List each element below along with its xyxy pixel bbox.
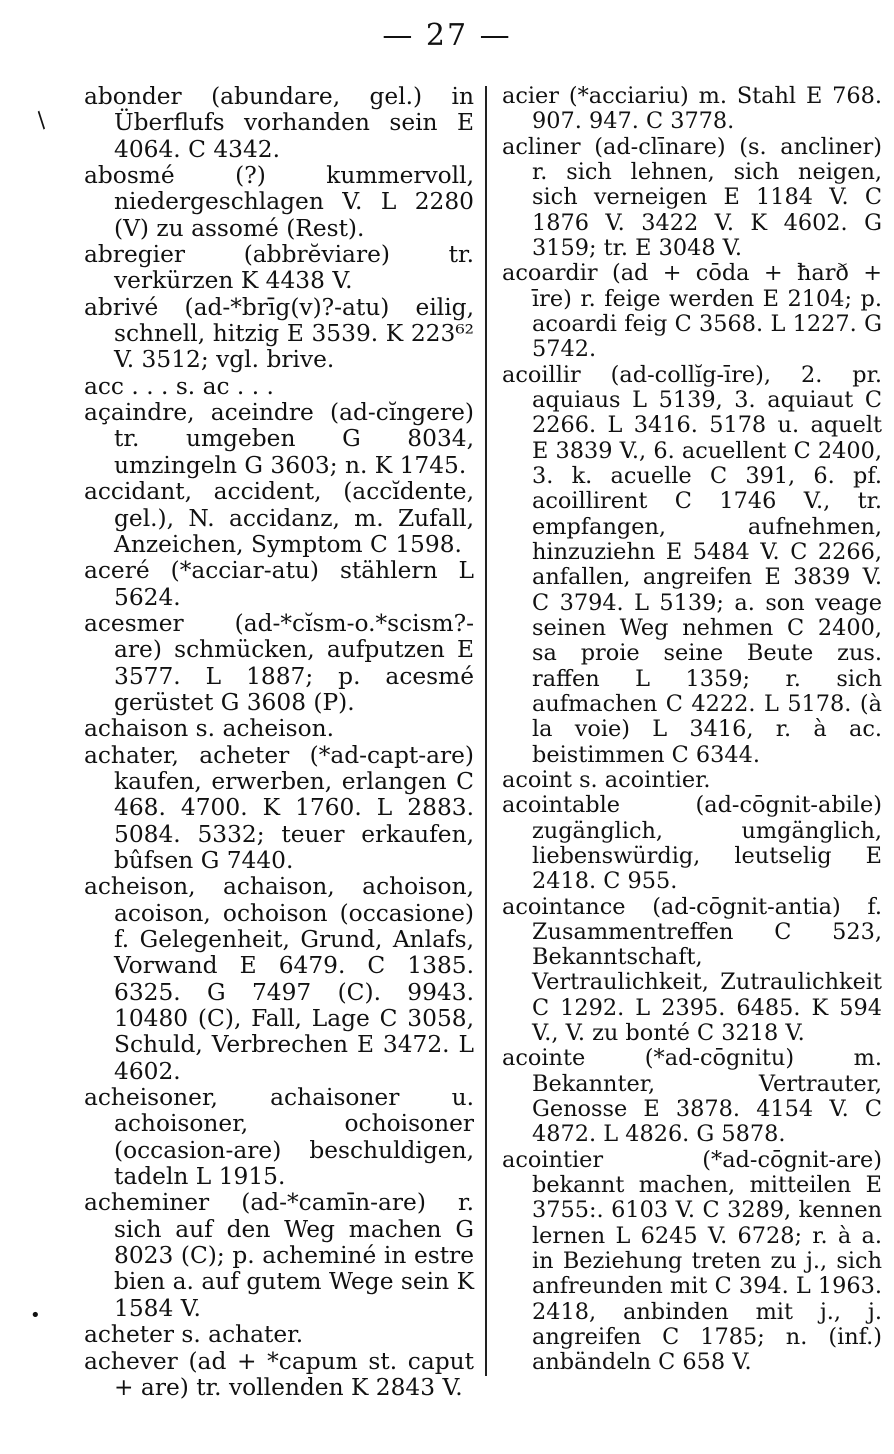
dictionary-entry: abregier (abbrĕviare) tr. verkürzen K 4438 V.	[84, 241, 482, 295]
page-number: — 27 —	[382, 18, 512, 53]
dictionary-entry: achaison s. acheison.	[84, 715, 335, 743]
dictionary-entry: acliner (ad-clīnare) (s. ancliner) r. sich lehnen, sich neigen, sich verneigen E 1184 V. C 1876 V. 3422 V. K 4602. G 3159; tr. E 3048 V.	[502, 133, 890, 261]
dictionary-entry: achater, acheter (*ad-capt-are) kaufen, erwerben, erlangen C 468. 4700. K 1760. L 2883. 5084. 5332; teuer erkaufen, bûfsen G 7440.	[84, 741, 482, 874]
dictionary-entry: acoillir (ad-collĭg-īre), 2. pr. aquiaus L 5139, 3. aquiaut C 2266. L 3416. 5178 u. aquelt E 3839 V., 6. acuellent C 2400, 3. k. acuelle C 391, 6. pf. acoillirent C 1746 V., tr. empfangen, aufnehmen, hinzuziehn E 5484 V. C 2266, anfallen, angreifen E 3839 V. C 3794. L 5139; a. son veage seinen Weg nehmen C 2400, sa proie seine Beute zus. raffen L 1359; r. sich aufmachen C 4222. L 5178. (à la voie) L 3416, r. à ac. beistimmen C 6344.	[502, 361, 890, 768]
dictionary-entry: acointier (*ad-cōgnit-are) bekannt machen, mitteilen E 3755:. 6103 V. C 3289, kennen lernen L 6245 V. 6728; r. à a. in Beziehung treten zu j., sich anfreunden mit C 394. L 1963. 2418, anbinden mit j., j. angreifen C 1785; n. (inf.) anbändeln C 658 V.	[502, 1146, 890, 1376]
dictionary-entry: acointance (ad-cōgnit-antia) f. Zusammentreffen C 523, Bekanntschaft, Vertraulichkeit, Zutraulichkeit C 1292. L 2395. 6485. K 594 V., V. zu bonté C 3218 V.	[502, 893, 890, 1047]
dictionary-entry: acesmer (ad-*cĭsm-o.*scism?-are) schmücken, aufputzen E 3577. L 1887; p. acesmé gerüstet G 3608 (P).	[84, 609, 482, 716]
dictionary-entry: acoardir (ad + cōda + ħarð + īre) r. feige werden E 2104; p. acoardi feig C 3568. L 1227. G 5742.	[502, 260, 890, 363]
dictionary-entry: acointe (*ad-cōgnitu) m. Bekannter, Vertrauter, Genosse E 3878. 4154 V. C 4872. L 4826. G 5878.	[502, 1045, 890, 1148]
dictionary-entry: abrivé (ad-*brīg(v)?-atu) eilig, schnell, hitzig E 3539. K 223⁶² V. 3512; vgl. brive.	[84, 293, 482, 374]
right-column	[502, 83, 890, 1376]
margin-tick-mark: /	[31, 108, 52, 133]
dictionary-entry: aceré (*acciar-atu) stählern L 5624.	[84, 557, 482, 611]
dictionary-entry: acoint s. acointier.	[502, 766, 711, 793]
dictionary-entry: acheisoner, achaisoner u. achoisoner, ochoisoner (occasion-are) beschuldigen, tadeln L 1915.	[84, 1084, 482, 1191]
margin-dot-mark: •	[30, 1305, 41, 1326]
dictionary-entry: açaindre, aceindre (ad-cĭngere) tr. umgeben G 8034, umzingeln G 3603; n. K 1745.	[84, 399, 482, 479]
dictionary-entry: acheter s. achater.	[84, 1321, 304, 1349]
dictionary-entry: acointable (ad-cōgnit-abile) zugänglich, umgänglich, liebenswürdig, leutselig E 2418. C 955.	[502, 792, 890, 895]
dictionary-entry: acier (*acciariu) m. Stahl E 768. 907. 947. C 3778.	[502, 83, 890, 135]
left-column	[84, 83, 482, 1401]
dictionary-entry: accidant, accident, (accĭdente, gel.), N. accidanz, m. Zufall, Anzeichen, Symptom C 1598.	[84, 478, 482, 558]
column-divider	[485, 86, 487, 1376]
dictionary-entry: abonder (abundare, gel.) in Überflufs vorhanden sein E 4064. C 4342.	[84, 83, 482, 163]
dictionary-entry: acheison, achaison, achoison, acoison, ochoison (occasione) f. Gelegenheit, Grund, Anlafs, Vorwand E 6479. C 1385. 6325. G 7497 (C). 9943. 10480 (C), Fall, Lage C 3058, Schuld, Verbrechen E 3472. L 4602.	[84, 873, 482, 1085]
dictionary-entry: abosmé (?) kummervoll, niedergeschlagen V. L 2280 (V) zu assomé (Rest).	[84, 162, 482, 242]
dictionary-entry: acheminer (ad-*camīn-are) r. sich auf den Weg machen G 8023 (C); p. acheminé in estre bien a. auf gutem Wege sein K 1584 V.	[84, 1189, 482, 1322]
dictionary-entry: achever (ad + *capum st. caput + are) tr. vollenden K 2843 V.	[84, 1347, 482, 1401]
dictionary-entry: acc . . . s. ac . . .	[84, 372, 274, 400]
